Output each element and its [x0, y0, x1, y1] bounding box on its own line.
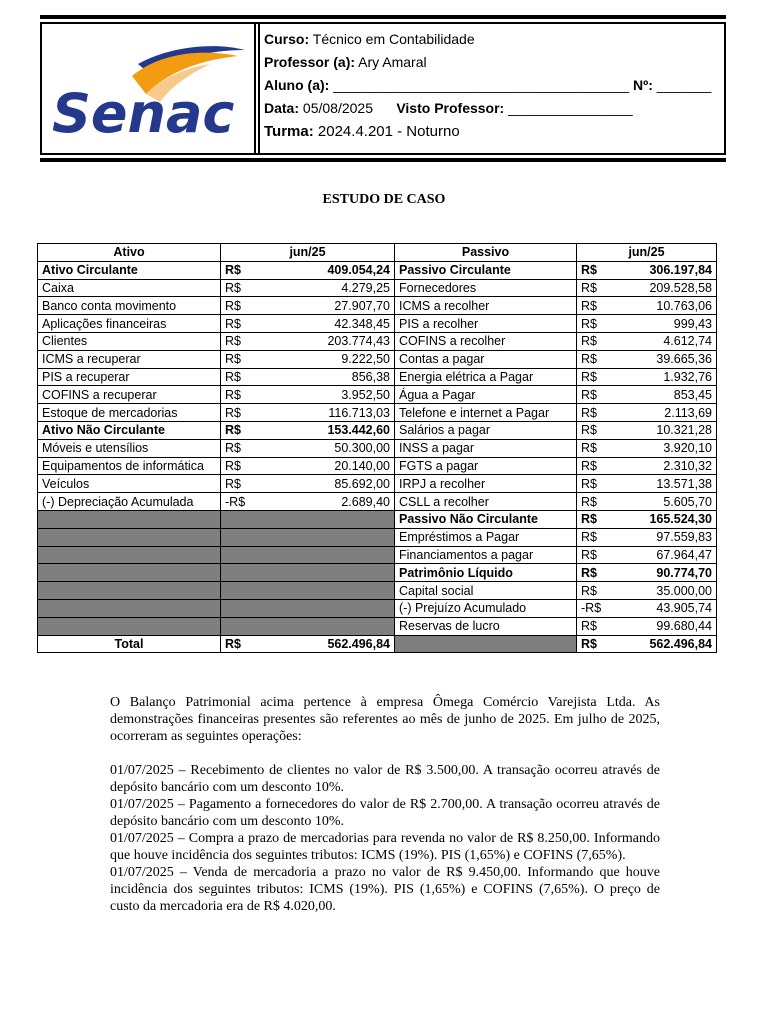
passivo-label: PIS a recolher: [395, 315, 577, 333]
table-row: [38, 582, 717, 600]
passivo-label: Salários a pagar: [395, 421, 577, 439]
passivo-label: INSS a pagar: [395, 439, 577, 457]
passivo-label: Fornecedores: [395, 279, 577, 297]
passivo-value: 5.605,70: [607, 493, 717, 511]
passivo-currency: R$: [577, 493, 607, 511]
ativo-currency: R$: [221, 315, 251, 333]
passivo-value: 35.000,00: [607, 582, 717, 600]
total-ativo-currency: R$: [221, 635, 251, 653]
total-row: [38, 635, 717, 653]
numero-label: Nº:: [632, 77, 653, 93]
passivo-label: IRPJ a recolher: [395, 475, 577, 493]
ativo-gray-cell: [221, 564, 395, 582]
header-frame: [40, 22, 726, 155]
passivo-currency: R$: [577, 368, 607, 386]
passivo-label: Passivo Circulante: [395, 261, 577, 279]
ativo-currency: R$: [221, 368, 251, 386]
ativo-currency: R$: [221, 261, 251, 279]
ativo-currency: R$: [221, 457, 251, 475]
ativo-currency: R$: [221, 439, 251, 457]
balance-sheet-table: [37, 243, 717, 653]
table-header-row: [38, 244, 717, 262]
ativo-currency: R$: [221, 350, 251, 368]
passivo-label: (-) Prejuízo Acumulado: [395, 599, 577, 617]
ativo-label: ICMS a recuperar: [38, 350, 221, 368]
passivo-currency: R$: [577, 510, 607, 528]
ativo-gray-cell: [221, 599, 395, 617]
ativo-value: 85.692,00: [251, 475, 395, 493]
senac-logo: [50, 36, 250, 146]
header-passivo: Passivo: [395, 244, 577, 262]
ativo-gray-cell: [221, 582, 395, 600]
ativo-gray-cell: [38, 546, 221, 564]
header-ativo: Ativo: [38, 244, 221, 262]
passivo-currency: R$: [577, 386, 607, 404]
ativo-value: 116.713,03: [251, 404, 395, 422]
table-row: [38, 421, 717, 439]
ativo-gray-cell: [221, 617, 395, 635]
passivo-currency: R$: [577, 457, 607, 475]
table-row: [38, 279, 717, 297]
passivo-currency: R$: [577, 564, 607, 582]
aluno-row: [264, 74, 718, 97]
ativo-label: Ativo Não Circulante: [38, 421, 221, 439]
table-row: [38, 475, 717, 493]
passivo-label: Telefone e internet a Pagar: [395, 404, 577, 422]
ativo-gray-cell: [38, 564, 221, 582]
passivo-label: COFINS a recolher: [395, 332, 577, 350]
ativo-label: Estoque de mercadorias: [38, 404, 221, 422]
ativo-value: 3.952,50: [251, 386, 395, 404]
passivo-currency: R$: [577, 617, 607, 635]
passivo-label: Passivo Não Circulante: [395, 510, 577, 528]
ativo-label: PIS a recuperar: [38, 368, 221, 386]
passivo-value: 10.321,28: [607, 421, 717, 439]
passivo-value: 90.774,70: [607, 564, 717, 582]
passivo-value: 99.680,44: [607, 617, 717, 635]
passivo-currency: R$: [577, 297, 607, 315]
passivo-currency: R$: [577, 421, 607, 439]
case-intro: O Balanço Patrimonial acima pertence à empresa Ômega Comércio Varejista Ltda. As demonstrações financeiras presentes são referentes ao mês de junho de 2025. Em julho de 2025, ocorreram as seguintes operações:: [110, 695, 660, 744]
table-row: [38, 368, 717, 386]
passivo-value: 13.571,38: [607, 475, 717, 493]
table-row: [38, 617, 717, 635]
document-header: [40, 15, 726, 162]
header-divider: [258, 24, 260, 153]
ativo-label: Equipamentos de informática: [38, 457, 221, 475]
ativo-gray-cell: [221, 510, 395, 528]
operation-item: 01/07/2025 – Pagamento a fornecedores do valor de R$ 2.700,00. A transação ocorreu através de depósito bancário com um desconto 10%.: [110, 797, 660, 829]
ativo-currency: -R$: [221, 493, 251, 511]
ativo-gray-cell: [38, 510, 221, 528]
ativo-value: 50.300,00: [251, 439, 395, 457]
header-ativo-date: jun/25: [221, 244, 395, 262]
passivo-currency: R$: [577, 350, 607, 368]
ativo-gray-cell: [221, 528, 395, 546]
passivo-value: 853,45: [607, 386, 717, 404]
ativo-currency: R$: [221, 332, 251, 350]
paragraph-gap: [110, 745, 660, 762]
header-passivo-date: jun/25: [577, 244, 717, 262]
total-ativo-value: 562.496,84: [251, 635, 395, 653]
table-row: [38, 386, 717, 404]
ativo-value: 4.279,25: [251, 279, 395, 297]
visto-blank[interactable]: ________________: [508, 100, 633, 116]
passivo-currency: -R$: [577, 599, 607, 617]
passivo-label: Capital social: [395, 582, 577, 600]
passivo-value: 3.920,10: [607, 439, 717, 457]
total-gray-cell: [395, 635, 577, 653]
passivo-label: CSLL a recolher: [395, 493, 577, 511]
passivo-value: 67.964,47: [607, 546, 717, 564]
ativo-gray-cell: [38, 528, 221, 546]
passivo-label: ICMS a recolher: [395, 297, 577, 315]
passivo-label: Reservas de lucro: [395, 617, 577, 635]
logo-cell: [42, 24, 256, 153]
table-row: [38, 493, 717, 511]
passivo-value: 2.310,32: [607, 457, 717, 475]
ativo-label: Veículos: [38, 475, 221, 493]
ativo-value: 42.348,45: [251, 315, 395, 333]
logo-text: Senac: [52, 82, 235, 145]
header-info: [264, 28, 718, 143]
visto-label: Visto Professor:: [396, 100, 505, 116]
operation-item: 01/07/2025 – Venda de mercadoria a prazo no valor de R$ 9.450,00. Informando que houve incidência dos seguintes tributos: ICMS (19%). PIS (1,65%) e COFINS (7,65%). O preço de custo da mercadoria era de R$ 4.020,00.: [110, 865, 660, 914]
passivo-value: 39.665,36: [607, 350, 717, 368]
ativo-value: 9.222,50: [251, 350, 395, 368]
ativo-value: 409.054,24: [251, 261, 395, 279]
ativo-label: Caixa: [38, 279, 221, 297]
numero-blank[interactable]: _______: [656, 77, 712, 93]
table-row: [38, 261, 717, 279]
total-passivo-value: 562.496,84: [607, 635, 717, 653]
page-title: ESTUDO DE CASO: [322, 192, 446, 207]
ativo-currency: R$: [221, 475, 251, 493]
ativo-currency: R$: [221, 386, 251, 404]
ativo-value: 2.689,40: [251, 493, 395, 511]
passivo-currency: R$: [577, 332, 607, 350]
passivo-currency: R$: [577, 439, 607, 457]
passivo-currency: R$: [577, 315, 607, 333]
table-row: [38, 315, 717, 333]
aluno-blank[interactable]: ______________________________________: [333, 77, 630, 93]
passivo-label: Contas a pagar: [395, 350, 577, 368]
ativo-label: Clientes: [38, 332, 221, 350]
ativo-label: Aplicações financeiras: [38, 315, 221, 333]
ativo-value: 27.907,70: [251, 297, 395, 315]
data-value: 05/08/2025: [302, 100, 373, 116]
passivo-label: Patrimônio Líquido: [395, 564, 577, 582]
ativo-value: 856,38: [251, 368, 395, 386]
ativo-currency: R$: [221, 421, 251, 439]
professor-row: [264, 51, 718, 74]
operation-item: 01/07/2025 – Recebimento de clientes no valor de R$ 3.500,00. A transação ocorreu através de depósito bancário com um desconto 10%.: [110, 763, 660, 795]
table-row: [38, 297, 717, 315]
passivo-currency: R$: [577, 528, 607, 546]
passivo-currency: R$: [577, 582, 607, 600]
passivo-value: 165.524,30: [607, 510, 717, 528]
ativo-label: (-) Depreciação Acumulada: [38, 493, 221, 511]
ativo-value: 20.140,00: [251, 457, 395, 475]
table-row: [38, 528, 717, 546]
ativo-gray-cell: [38, 582, 221, 600]
ativo-currency: R$: [221, 279, 251, 297]
passivo-value: 2.113,69: [607, 404, 717, 422]
table-row: [38, 350, 717, 368]
total-label: Total: [38, 635, 221, 653]
ativo-label: Móveis e utensílios: [38, 439, 221, 457]
turma-row: [264, 120, 718, 143]
passivo-currency: R$: [577, 261, 607, 279]
passivo-value: 97.559,83: [607, 528, 717, 546]
ativo-gray-cell: [221, 546, 395, 564]
professor-value: Ary Amaral: [358, 54, 427, 70]
passivo-value: 10.763,06: [607, 297, 717, 315]
curso-row: [264, 28, 718, 51]
aluno-label: Aluno (a):: [264, 77, 330, 93]
data-row: [264, 97, 718, 120]
ativo-label: Banco conta movimento: [38, 297, 221, 315]
passivo-label: Financiamentos a pagar: [395, 546, 577, 564]
passivo-label: Energia elétrica a Pagar: [395, 368, 577, 386]
table-row: [38, 546, 717, 564]
passivo-currency: R$: [577, 404, 607, 422]
passivo-label: Água a Pagar: [395, 386, 577, 404]
passivo-currency: R$: [577, 279, 607, 297]
passivo-value: 43.905,74: [607, 599, 717, 617]
table-row: [38, 404, 717, 422]
table-row: [38, 439, 717, 457]
data-label: Data:: [264, 100, 300, 116]
table-row: [38, 564, 717, 582]
passivo-currency: R$: [577, 546, 607, 564]
passivo-label: Empréstimos a Pagar: [395, 528, 577, 546]
turma-label: Turma:: [264, 123, 314, 140]
ativo-label: COFINS a recuperar: [38, 386, 221, 404]
passivo-value: 999,43: [607, 315, 717, 333]
table-row: [38, 599, 717, 617]
professor-label: Professor (a):: [264, 54, 356, 70]
passivo-value: 1.932,76: [607, 368, 717, 386]
ativo-value: 203.774,43: [251, 332, 395, 350]
table-row: [38, 510, 717, 528]
ativo-currency: R$: [221, 404, 251, 422]
table-body: [38, 261, 717, 635]
turma-value: 2024.4.201 - Noturno: [317, 123, 460, 140]
table-row: [38, 332, 717, 350]
passivo-value: 306.197,84: [607, 261, 717, 279]
ativo-gray-cell: [38, 599, 221, 617]
table-row: [38, 457, 717, 475]
ativo-label: Ativo Circulante: [38, 261, 221, 279]
passivo-currency: R$: [577, 475, 607, 493]
operation-item: 01/07/2025 – Compra a prazo de mercadorias para revenda no valor de R$ 8.250,00. Informando que houve incidência dos seguintes tributos: ICMS (19%). PIS (1,65%) e COFINS (7,65%).: [110, 831, 660, 863]
curso-value: Técnico em Contabilidade: [312, 31, 475, 47]
total-passivo-currency: R$: [577, 635, 607, 653]
passivo-label: FGTS a pagar: [395, 457, 577, 475]
ativo-value: 153.442,60: [251, 421, 395, 439]
case-description: [110, 694, 660, 915]
ativo-currency: R$: [221, 297, 251, 315]
curso-label: Curso:: [264, 31, 310, 47]
ativo-gray-cell: [38, 617, 221, 635]
passivo-value: 209.528,58: [607, 279, 717, 297]
passivo-value: 4.612,74: [607, 332, 717, 350]
